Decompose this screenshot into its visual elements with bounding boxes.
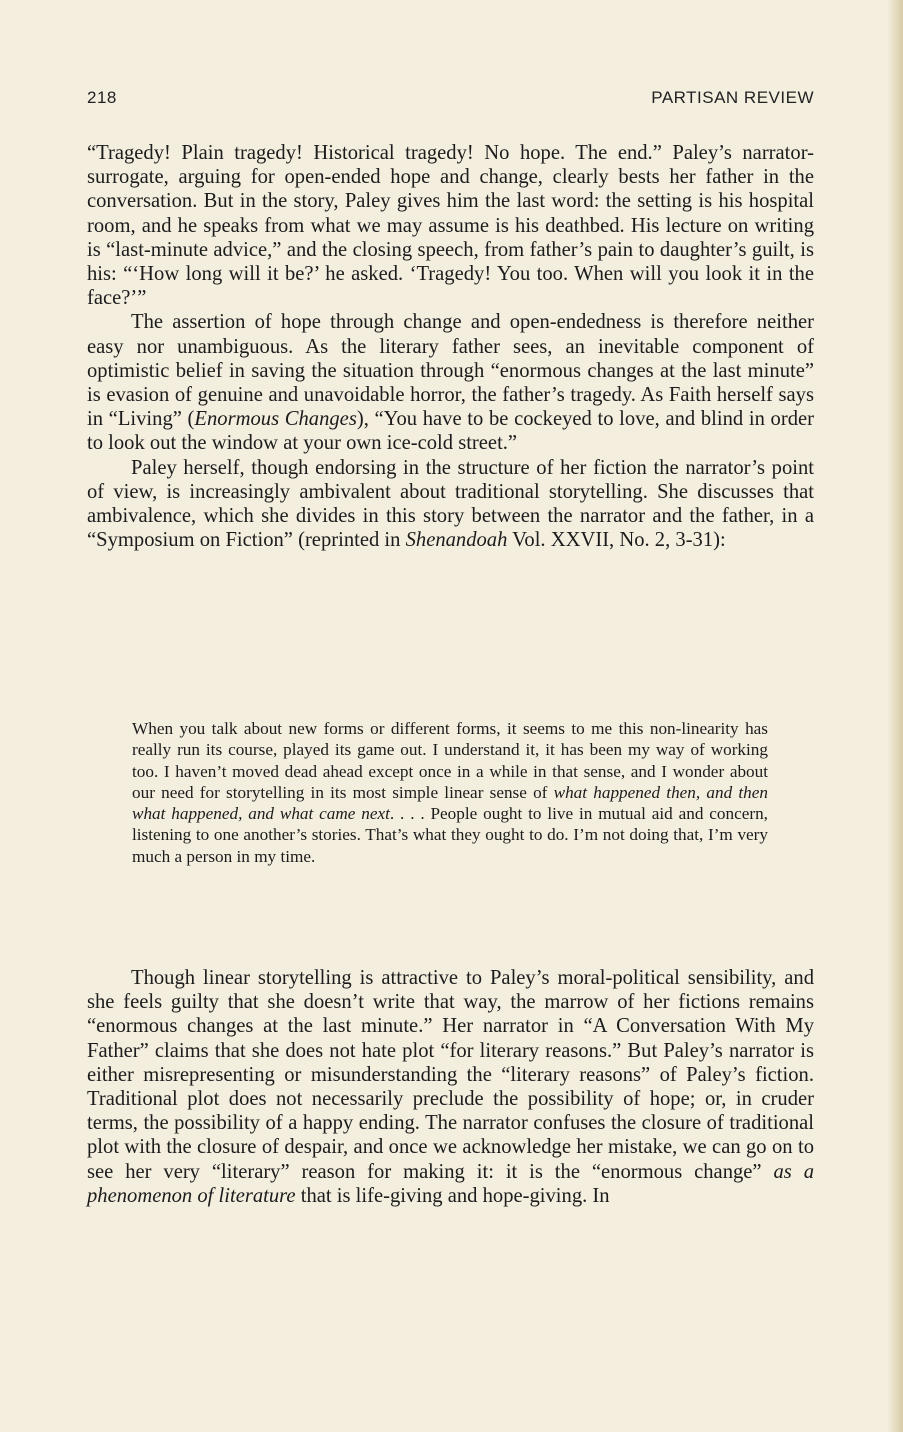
page-edge-shadow — [887, 0, 903, 1432]
paragraph-3-journal-italic: Shenandoah — [405, 529, 508, 552]
quote-paragraph — [132, 718, 768, 867]
page-number: 218 — [87, 88, 117, 107]
paragraph-4 — [87, 966, 814, 1208]
paragraph-3-text-b: Vol. XXVII, No. 2, 3-31): — [507, 529, 726, 552]
body-text-lower — [87, 966, 814, 1208]
quote-italic: what happened then, and then what happened, and what came next — [132, 782, 768, 824]
quote-text-b: . . . . People ought to live in mutual aid and concern, listening to one another’s stories. That’s what they ought to do. I’m not doing that, I’m very much a person in my time. — [132, 804, 768, 866]
paragraph-2-title-italic: Enormous Changes — [194, 408, 357, 431]
paragraph-4-italic: as a phenomenon of literature — [87, 1160, 814, 1207]
paragraph-1-text: “Tragedy! Plain tragedy! Historical tragedy! No hope. The end.” Paley’s narrator-surrogate, arguing for open-ended hope and change, clearly bests her father in the conversation. But in the story, Paley gives him the last word: the setting is his hospital room, and he speaks from what we may assume is his deathbed. His lecture on writing is “last-minute advice,” and the closing speech, from father’s pain to daughter’s guilt, is his: “‘How long will it be?’ he asked. ‘Tragedy! You too. When will you look it in the face?’” — [87, 142, 814, 310]
running-header — [87, 88, 814, 112]
body-text-upper — [87, 141, 814, 552]
paragraph-4-text-b: that is life-giving and hope-giving. In — [295, 1184, 610, 1207]
paragraph-3-text-a: Paley herself, though endorsing in the structure of her fiction the narrator’s point of view, is increasingly ambivalent about traditional storytelling. She discusses that ambivalence, which she divides in this story between the narrator and the father, in a “Symposium on Fiction” (reprinted in — [87, 456, 814, 552]
paragraph-2-text-a: The assertion of hope through change and open-endedness is therefore neither easy nor unambiguous. As the literary father sees, an inevitable component of optimistic belief in saving the situation through “enormous changes at the last minute” is evasion of genuine and unavoidable horror, the father’s tragedy. As Faith herself says in “Living” ( — [87, 311, 814, 431]
paragraph-2 — [87, 310, 814, 455]
paragraph-1 — [87, 141, 814, 310]
block-quote — [132, 718, 768, 867]
quote-text-a: When you talk about new forms or different forms, it seems to me this non-linearity has really run its course, played its game out. I understand it, it has been my way of working too. I haven’t moved dead ahead except once in a while in that sense, and I wonder about our need for storytelling in its most simple linear sense of — [132, 719, 768, 802]
paragraph-2-text-b: ), “You have to be cockeyed to love, and blind in order to look out the window at your own ice-cold street.” — [87, 408, 814, 455]
journal-title: PARTISAN REVIEW — [651, 88, 814, 107]
paragraph-3 — [87, 456, 814, 553]
paragraph-4-text-a: Though linear storytelling is attractive to Paley’s moral-political sensibility, and she feels guilty that she doesn’t write that way, the marrow of her fictions remains “enormous changes at the last minute.” Her narrator in “A Conversation With My Father” claims that she does not hate plot “for literary reasons.” But Paley’s narrator is either misrepresenting or misunderstanding the “literary reasons” of Paley’s fiction. Traditional plot does not necessarily preclude the possibility of hope; or, in cruder terms, the possibility of a happy ending. The narrator confuses the closure of traditional plot with the closure of despair, and once we acknowledge her mistake, we can go on to see her very “literary” reason for making it: it is the “enormous change” — [87, 967, 814, 1183]
